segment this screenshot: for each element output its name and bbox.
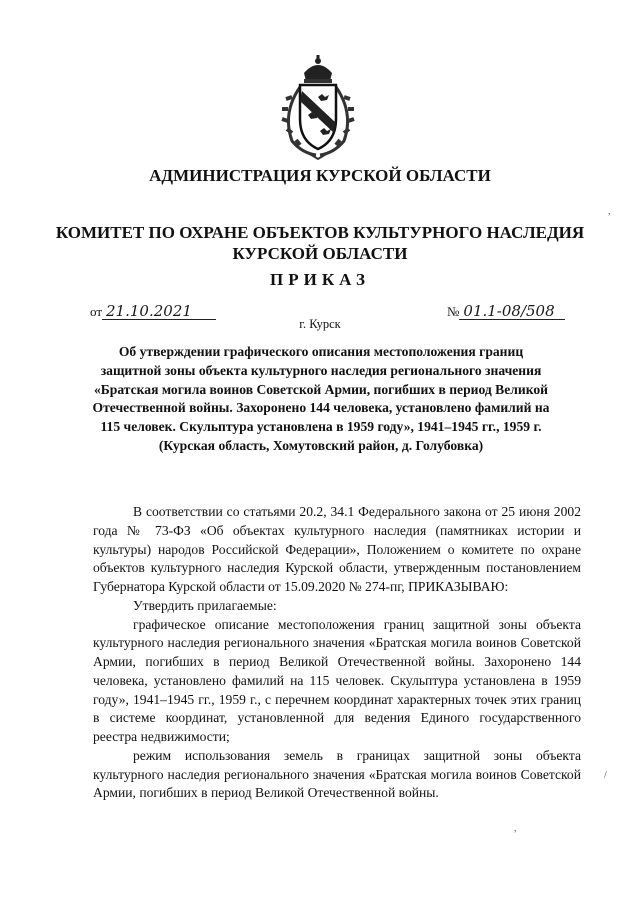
number-prefix: №: [447, 304, 460, 319]
scan-mark: ,: [608, 206, 611, 217]
document-type: ПРИКАЗ: [270, 270, 370, 289]
committee-title: [0, 222, 640, 264]
committee-title-line1: КОМИТЕТ ПО ОХРАНЕ ОБЪЕКТОВ КУЛЬТУРНОГО НАСЛЕДИЯ: [55, 223, 585, 242]
number-value: 01.1-08/508: [459, 303, 565, 320]
order-body: [93, 503, 581, 803]
date-prefix: от: [90, 304, 103, 319]
paragraph-approve: Утвердить прилагаемые:: [133, 597, 277, 613]
paragraph-graphic-description: графическое описание местоположения границ защитной зоны объекта культурного наследия регионального значения «Братская могила воинов Советской Армии, погибших в период Великой Отечественной войны. Захоронено 144 человека, установлено фамилий на 115 человек. Скульптура установлена в 1959 году», 1941–1945 гг., 1959 г., с перечнем координат характерных точек этих границ в системе координат, установленной для ведения Единого государственного реестра недвижимости;: [93, 616, 581, 744]
committee-title-line2: КУРСКОЙ ОБЛАСТИ: [232, 244, 408, 263]
order-subject: Об утверждении графического описания местоположения границ защитной зоны объекта культурного наследия регионального значения «Братская могила воинов Советской Армии, погибших в период Великой Отечественной войны. Захоронено 144 человека, установлено фамилий на 115 человек. Скульптура установлена в 1959 году», 1941–1945 гг., 1959 г. (Курская область, Хомутовский район, д. Голубовка): [92, 344, 550, 453]
administration-title: АДМИНИСТРАЦИЯ КУРСКОЙ ОБЛАСТИ: [149, 166, 491, 185]
date-value: 21.10.2021: [102, 303, 216, 320]
scan-mark: ,: [514, 823, 517, 834]
city-label: г. Курск: [299, 317, 341, 331]
scan-mark: /: [604, 770, 607, 781]
paragraph-legal-basis: В соответствии со статьями 20.2, 34.1 Федерального закона от 25 июня 2002 года № 73-ФЗ «Об объектах культурного наследия (памятниках истории и культуры) народов Российской Федерации», Положением о комитете по охране объектов культурного наследия Курской области, утвержденным постановлением Губернатора Курской области от 15.09.2020 № 274-пг, ПРИКАЗЫВАЮ:: [93, 504, 581, 594]
coat-of-arms-icon: [278, 53, 358, 161]
paragraph-land-use-regime: режим использования земель в границах защитной зоны объекта культурного наследия регионального значения «Братская могила воинов Советской Армии, погибших в период Великой Отечественной войны.: [93, 747, 581, 801]
